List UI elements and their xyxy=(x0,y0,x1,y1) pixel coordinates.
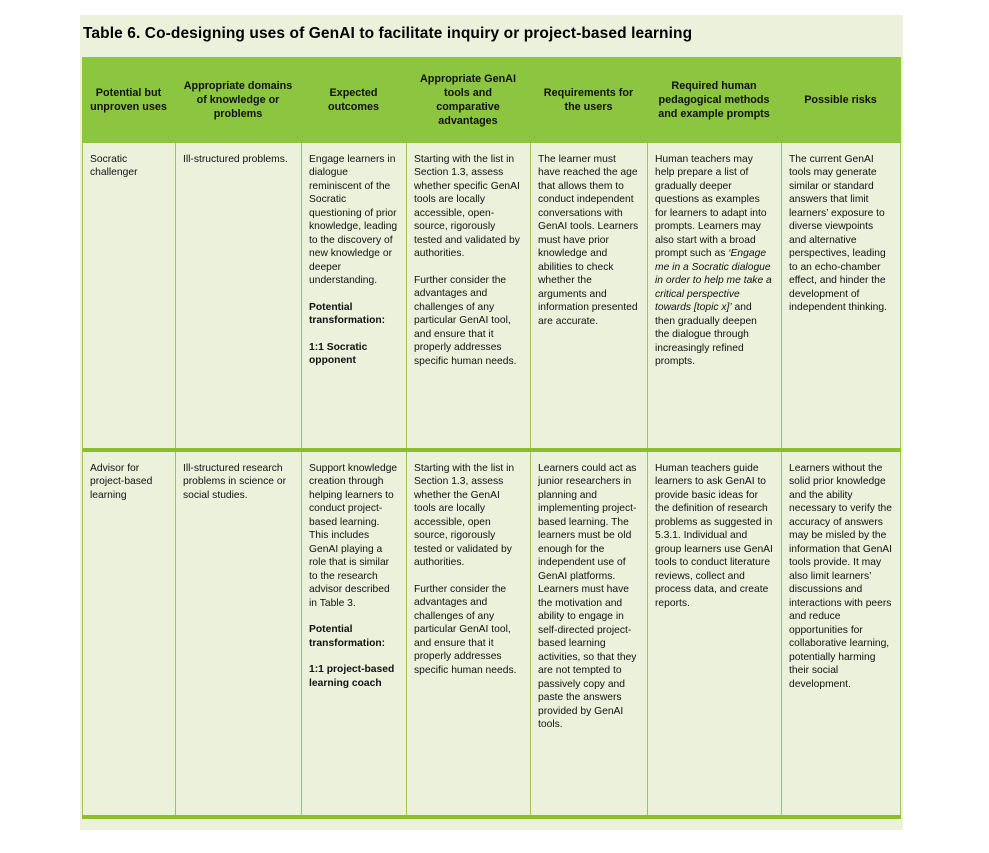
cell-paragraph xyxy=(655,153,774,369)
header-possible-risks: Possible risks xyxy=(804,93,877,106)
table-title: Table 6. Co-designing uses of GenAI to facilitate inquiry or project-based learning xyxy=(83,25,693,42)
transformation-value: 1:1 Socratic opponent xyxy=(309,341,368,367)
header-expected-outcomes: Expected outcomes xyxy=(328,86,379,113)
cell-paragraph: The current GenAI tools may generate similar or standard answers that limit learners’ exposure to diverse viewpoints and alternative perspectives, leading to an echo-chamber effect, and hinder the development of independent thinking. xyxy=(789,154,887,314)
cell-outcomes xyxy=(302,452,407,815)
cell-paragraph: Socratic challenger xyxy=(90,154,138,179)
cell-domains xyxy=(176,452,302,815)
cell-requirements xyxy=(531,452,648,815)
cell-methods xyxy=(648,143,782,448)
cell-risks xyxy=(782,452,901,815)
header-pedagogical-methods: Required human pedagogical methods and example prompts xyxy=(658,79,770,121)
cell-paragraph: Advisor for project-based learning xyxy=(90,463,153,501)
header-genai-tools: Appropriate GenAI tools and comparative advantages xyxy=(420,72,516,128)
cell-paragraph: Ill-structured problems. xyxy=(183,154,288,165)
table-row-socratic-challenger xyxy=(82,143,901,448)
cell-risks xyxy=(782,143,901,448)
cell-tools xyxy=(407,452,531,815)
example-prompt-quote: ‘Engage me in a Socratic dialogue in order to help me take a critical perspective towards [topic x]’ xyxy=(655,248,772,314)
cell-paragraph: Starting with the list in Section 1.3, assess whether specific GenAI tools are locally accessible, open-source, rigorously tested and validated by authorities. xyxy=(414,154,520,260)
cell-use xyxy=(83,452,176,815)
cell-tools xyxy=(407,143,531,448)
cell-paragraph: Support knowledge creation through helping learners to conduct project-based learning. This includes GenAI playing a role that is similar to the research advisor described in Table 3. xyxy=(309,463,398,609)
table-row-project-advisor xyxy=(82,452,901,815)
potential-transformation-label: Potential transformation: xyxy=(309,624,386,649)
cell-outcomes xyxy=(302,143,407,448)
table-header-row xyxy=(82,57,901,143)
cell-use xyxy=(83,143,176,448)
cell-paragraph: Further consider the advantages and challenges of any particular GenAI tool, and ensure that it properly addresses specific human needs. xyxy=(414,583,517,676)
header-domains: Appropriate domains of knowledge or problems xyxy=(183,79,293,121)
cell-methods xyxy=(648,452,782,815)
table-bottom-border xyxy=(82,815,901,819)
cell-requirements xyxy=(531,143,648,448)
cell-paragraph: Starting with the list in Section 1.3, assess whether the GenAI tools are locally accessible, open source, rigorously tested or validated by authorities. xyxy=(414,463,515,569)
cell-paragraph: Engage learners in dialogue reminiscent of the Socratic questioning of prior knowledge, leading to the discovery of new knowledge or deeper understanding. xyxy=(309,154,398,287)
methods-text: Human teachers may help prepare a list of gradually deeper questions as examples for learners to adapt into prompts. Learners may also start with a broad prompt such as xyxy=(655,154,767,260)
cell-paragraph: Ill-structured research problems in science or social studies. xyxy=(183,463,287,501)
cell-paragraph: Human teachers guide learners to ask GenAI to provide basic ideas for the definition of research problems as suggested in 5.3.1. Individual and group learners use GenAI tools to conduct literature reviews, collect and process data, and create reports. xyxy=(655,463,773,609)
table-panel xyxy=(80,15,903,830)
genai-uses-table xyxy=(82,57,901,819)
transformation-value: 1:1 project-based learning coach xyxy=(309,664,395,689)
cell-paragraph: Further consider the advantages and challenges of any particular GenAI tool, and ensure that it properly addresses specific human needs. xyxy=(414,274,517,367)
cell-paragraph: Learners could act as junior researchers in planning and implementing project-based learning. The learners must be old enough for the independent use of GenAI platforms. Learners must have the motivation and ability to engage in self-directed project-based learning activities, so that they are not tempted to passively copy and paste the answers provided by GenAI tools. xyxy=(538,463,637,731)
header-user-requirements: Requirements for the users xyxy=(543,86,634,113)
cell-domains xyxy=(176,143,302,448)
methods-text: and then gradually deepen the dialogue through increasingly refined prompts. xyxy=(655,302,757,368)
header-potential-uses: Potential but unproven uses xyxy=(90,86,167,113)
cell-paragraph: Learners without the solid prior knowledge and the ability necessary to verify the accuracy of answers may be misled by the information that GenAI tools provide. It may also limit learners’ discussions and interactions with peers and reduce opportunities for collaborative learning, potentially harming their social development. xyxy=(789,463,893,690)
potential-transformation-label: Potential transformation: xyxy=(309,301,386,327)
cell-paragraph: The learner must have reached the age that allows them to conduct independent conversations with GenAI tools. Learners must have prior knowledge and abilities to check whether the arguments and information presented are accurate. xyxy=(538,154,639,327)
